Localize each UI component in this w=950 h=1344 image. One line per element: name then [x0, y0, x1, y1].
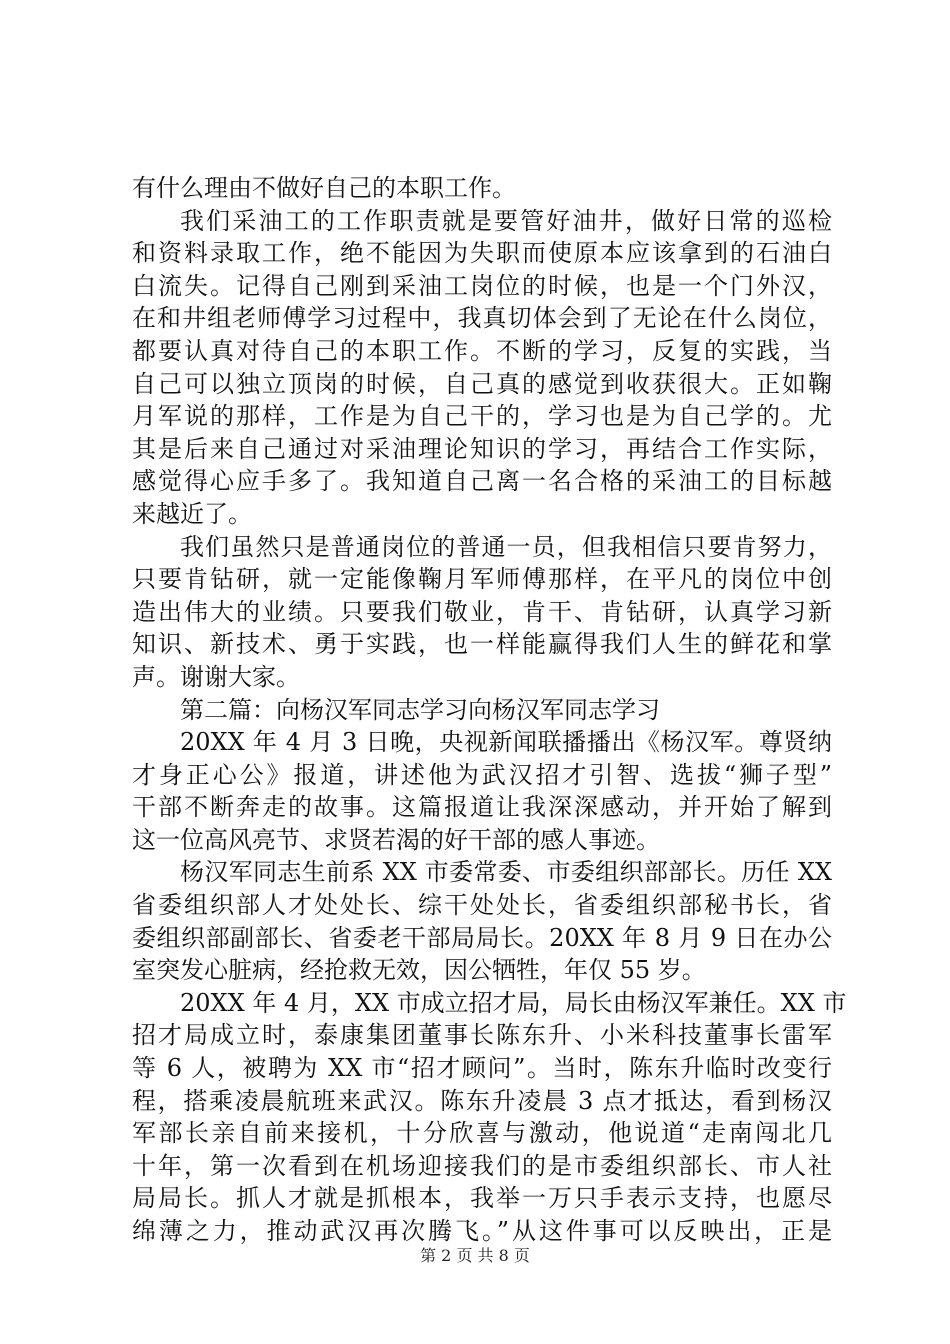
- text-line: 来越近了。: [132, 499, 252, 528]
- text-line: 只要肯钻研，就一定能像鞠月军师傅那样，在平凡的岗位中创: [132, 565, 832, 594]
- text-line: 有什么理由不做好自己的本职工作。: [132, 174, 516, 202]
- text-line: 白流失。记得自己刚到采油工岗位的时候，也是一个门外汉，: [132, 271, 832, 300]
- text-line: 我们虽然只是普通岗位的普通一员，但我相信只要肯努力，: [180, 532, 832, 561]
- text-line: 招才局成立时，泰康集团董事长陈东升、小米科技董事长雷军: [132, 1021, 832, 1050]
- text-line: 和资料录取工作，绝不能因为失职而使原本应该拿到的石油白: [132, 239, 832, 268]
- text-line: 声。谢谢大家。: [132, 662, 300, 691]
- text-line: 我们采油工的工作职责就是要管好油井，做好日常的巡检: [180, 206, 832, 235]
- text-line: 造出伟大的业绩。只要我们敬业，肯干、肯钻研，认真学习新: [132, 597, 832, 626]
- page-number-footer: 第 2 页 共 8 页: [420, 1246, 530, 1265]
- text-line: 等 6 人，被聘为 XX 市“招才顾问”。当时，陈东升临时改变行: [132, 1054, 832, 1083]
- text-line: 干部不断奔走的故事。这篇报道让我深深感动，并开始了解到: [132, 793, 832, 822]
- text-line: 感觉得心应手多了。我知道自己离一名合格的采油工的目标越: [132, 467, 832, 496]
- text-line: 知识、新技术、勇于实践，也一样能赢得我们人生的鲜花和掌: [132, 630, 832, 659]
- text-line: 省委组织部人才处处长、综干处处长，省委组织部秘书长，省: [132, 891, 832, 920]
- text-line: 都要认真对待自己的本职工作。不断的学习，反复的实践，当: [132, 336, 832, 365]
- text-line: 局局长。抓人才就是抓根本，我举一万只手表示支持，也愿尽: [132, 1184, 832, 1213]
- text-line: 程，搭乘凌晨航班来武汉。陈东升凌晨 3 点才抵达，看到杨汉: [132, 1086, 832, 1115]
- text-line: 自己可以独立顶岗的时候，自己真的感觉到收获很大。正如鞠: [132, 369, 832, 398]
- text-line: 这一位高风亮节、求贤若渴的好干部的感人事迹。: [132, 825, 660, 854]
- text-line: 军部长亲自前来接机，十分欣喜与激动，他说道“走南闯北几: [132, 1119, 832, 1148]
- section-heading: 第二篇：向杨汉军同志学习向杨汉军同志学习: [180, 695, 660, 724]
- text-line: 室突发心脏病，经抢救无效，因公牺牲，年仅 55 岁。: [132, 956, 706, 985]
- text-line: 委组织部副部长、省委老干部局局长。20XX 年 8 月 9 日在办公: [132, 923, 832, 952]
- text-line: 绵薄之力，推动武汉再次腾飞。”从这件事可以反映出，正是: [132, 1217, 832, 1245]
- text-line: 十年，第一次看到在机场迎接我们的是市委组织部长、市人社: [132, 1151, 832, 1180]
- text-line: 20XX 年 4 月 3 日晚，央视新闻联播播出《杨汉军。尊贤纳: [180, 728, 832, 757]
- text-line: 月军说的那样，工作是为自己干的，学习也是为自己学的。尤: [132, 402, 832, 431]
- text-line: 其是后来自己通过对采油理论知识的学习，再结合工作实际，: [132, 434, 832, 463]
- text-line: 杨汉军同志生前系 XX 市委常委、市委组织部部长。历任 XX: [180, 858, 832, 887]
- text-line: 才身正心公》报道，讲述他为武汉招才引智、选拔“狮子型”: [132, 760, 832, 789]
- text-line: 在和井组老师傅学习过程中，我真切体会到了无论在什么岗位，: [132, 304, 832, 333]
- text-line: 20XX 年 4 月，XX 市成立招才局，局长由杨汉军兼任。XX 市: [180, 988, 847, 1017]
- body-text: [132, 172, 847, 1248]
